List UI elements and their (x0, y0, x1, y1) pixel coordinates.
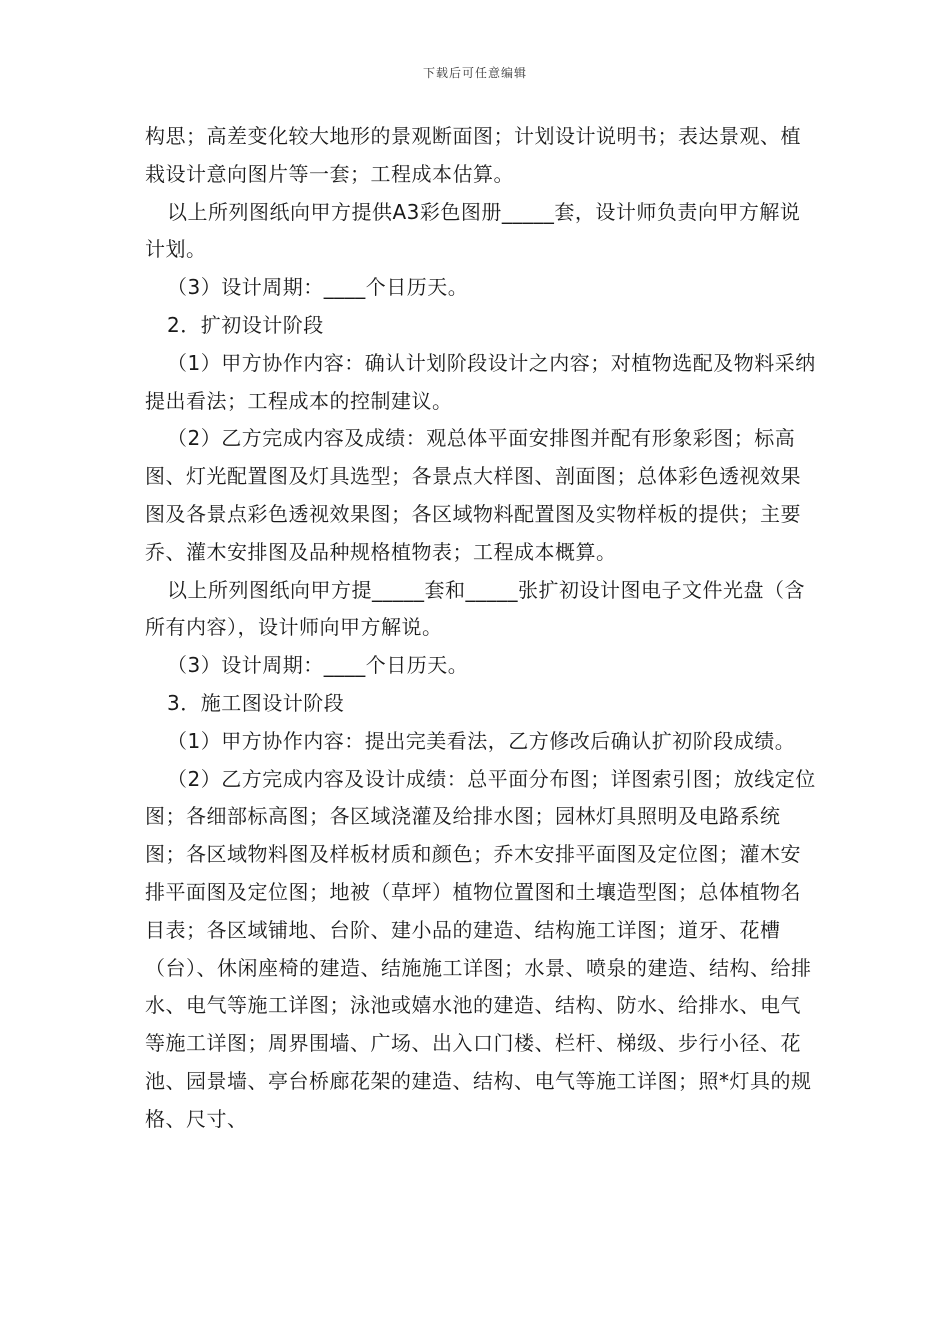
page-header: 下载后可任意编辑 (422, 66, 527, 80)
paragraph: （3）设计周期：____个日历天。 (167, 653, 469, 678)
paragraph: 构思；高差变化较大地形的景观断面图；计划设计说明书；表达景观、植栽设计意向图片等一套；工程成本估算。 (145, 124, 801, 186)
paragraph: （2）乙方完成内容及设计成绩：总平面分布图；详图索引图；放线定位图；各细部标高图；各区域浇灌及给排水图；园林灯具照明及电路系统图；各区域物料图及样板材质和颜色；乔木安排平面图及定位图；灌木安排平面图及定位图；地被（草坪）植物位置图和土壤造型图；总体植物名目表；各区域铺地、台阶、建小品的建造、结构施工详图；道牙、花槽（台）、休闲座椅的建造、结施施工详图；水景、喷泉的建造、结构、给排水、电气等施工详图；泳池或嬉水池的建造、结构、防水、给排水、电气等施工详图；周界围墙、广场、出入口门楼、栏杆、梯级、步行小径、花池、园景墙、亭台桥廊花架的建造、结构、电气等施工详图；照*灯具的规格、尺寸、 (145, 766, 816, 1131)
paragraph: 以上所列图纸向甲方提_____套和_____张扩初设计图电子文件光盘（含所有内容），设计师向甲方解说。 (145, 577, 805, 640)
section-heading: 2．扩初设计阶段 (167, 312, 324, 337)
paragraph: 以上所列图纸向甲方提供A3彩色图册_____套，设计师负责向甲方解说计划。 (145, 199, 801, 262)
paragraph: （1）甲方协作内容：提出完美看法，乙方修改后确认扩初阶段成绩。 (167, 728, 796, 753)
paragraph: （3）设计周期：____个日历天。 (167, 275, 469, 300)
document-body (145, 118, 817, 1139)
paragraph: （1）甲方协作内容：确认计划阶段设计之内容；对植物选配及物料采纳提出看法；工程成本的控制建议。 (145, 350, 816, 413)
paragraph: （2）乙方完成内容及成绩：观总体平面安排图并配有形象彩图；标高图、灯光配置图及灯具选型；各景点大样图、剖面图；总体彩色透视效果图及各景点彩色透视效果图；各区域物料配置图及实物样板的提供；主要乔、灌木安排图及品种规格植物表；工程成本概算。 (145, 426, 801, 564)
section-heading: 3．施工图设计阶段 (167, 690, 345, 715)
